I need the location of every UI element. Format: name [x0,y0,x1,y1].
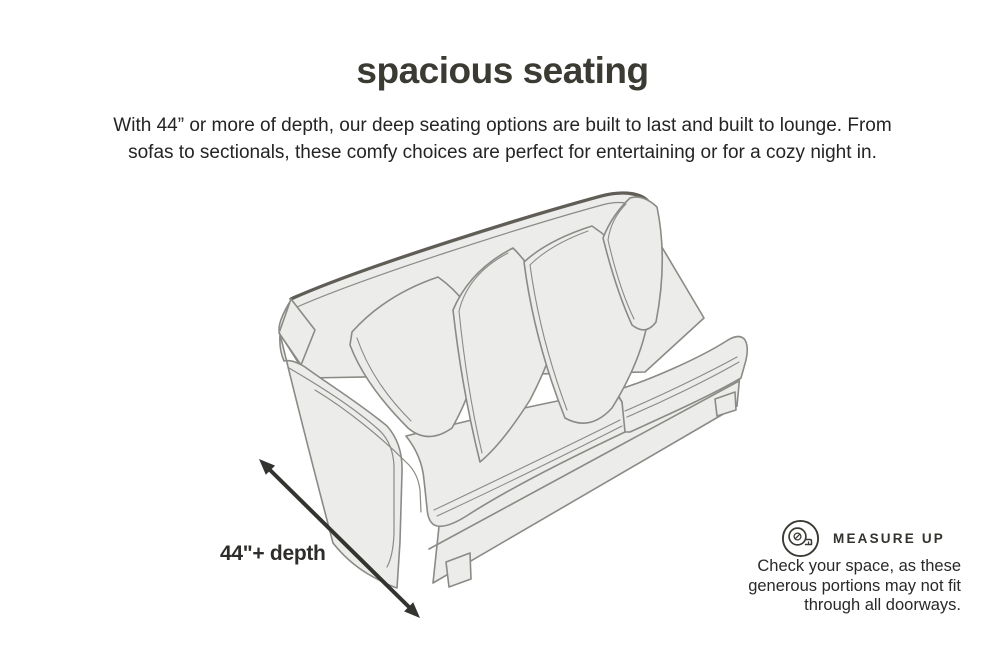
measure-up-caption [711,557,961,616]
intro-line-2: sofas to sectionals, these comfy choices are perfect for entertaining or for a cozy night in. [128,142,877,163]
caption-line-3: through all doorways. [804,596,961,614]
measure-up-label: MEASURE UP [833,531,946,546]
caption-line-2: generous portions may not fit [748,576,961,595]
page-title: spacious seating [356,50,649,91]
tape-measure-icon [780,518,821,559]
tape-reel-slash [795,534,800,539]
depth-dimension-label: 44"+ depth [220,542,326,565]
caption-line-1: Check your space, as these [757,557,961,575]
intro-line-1: With 44” or more of depth, our deep seating options are built to last and built to lounge. From [113,115,892,136]
